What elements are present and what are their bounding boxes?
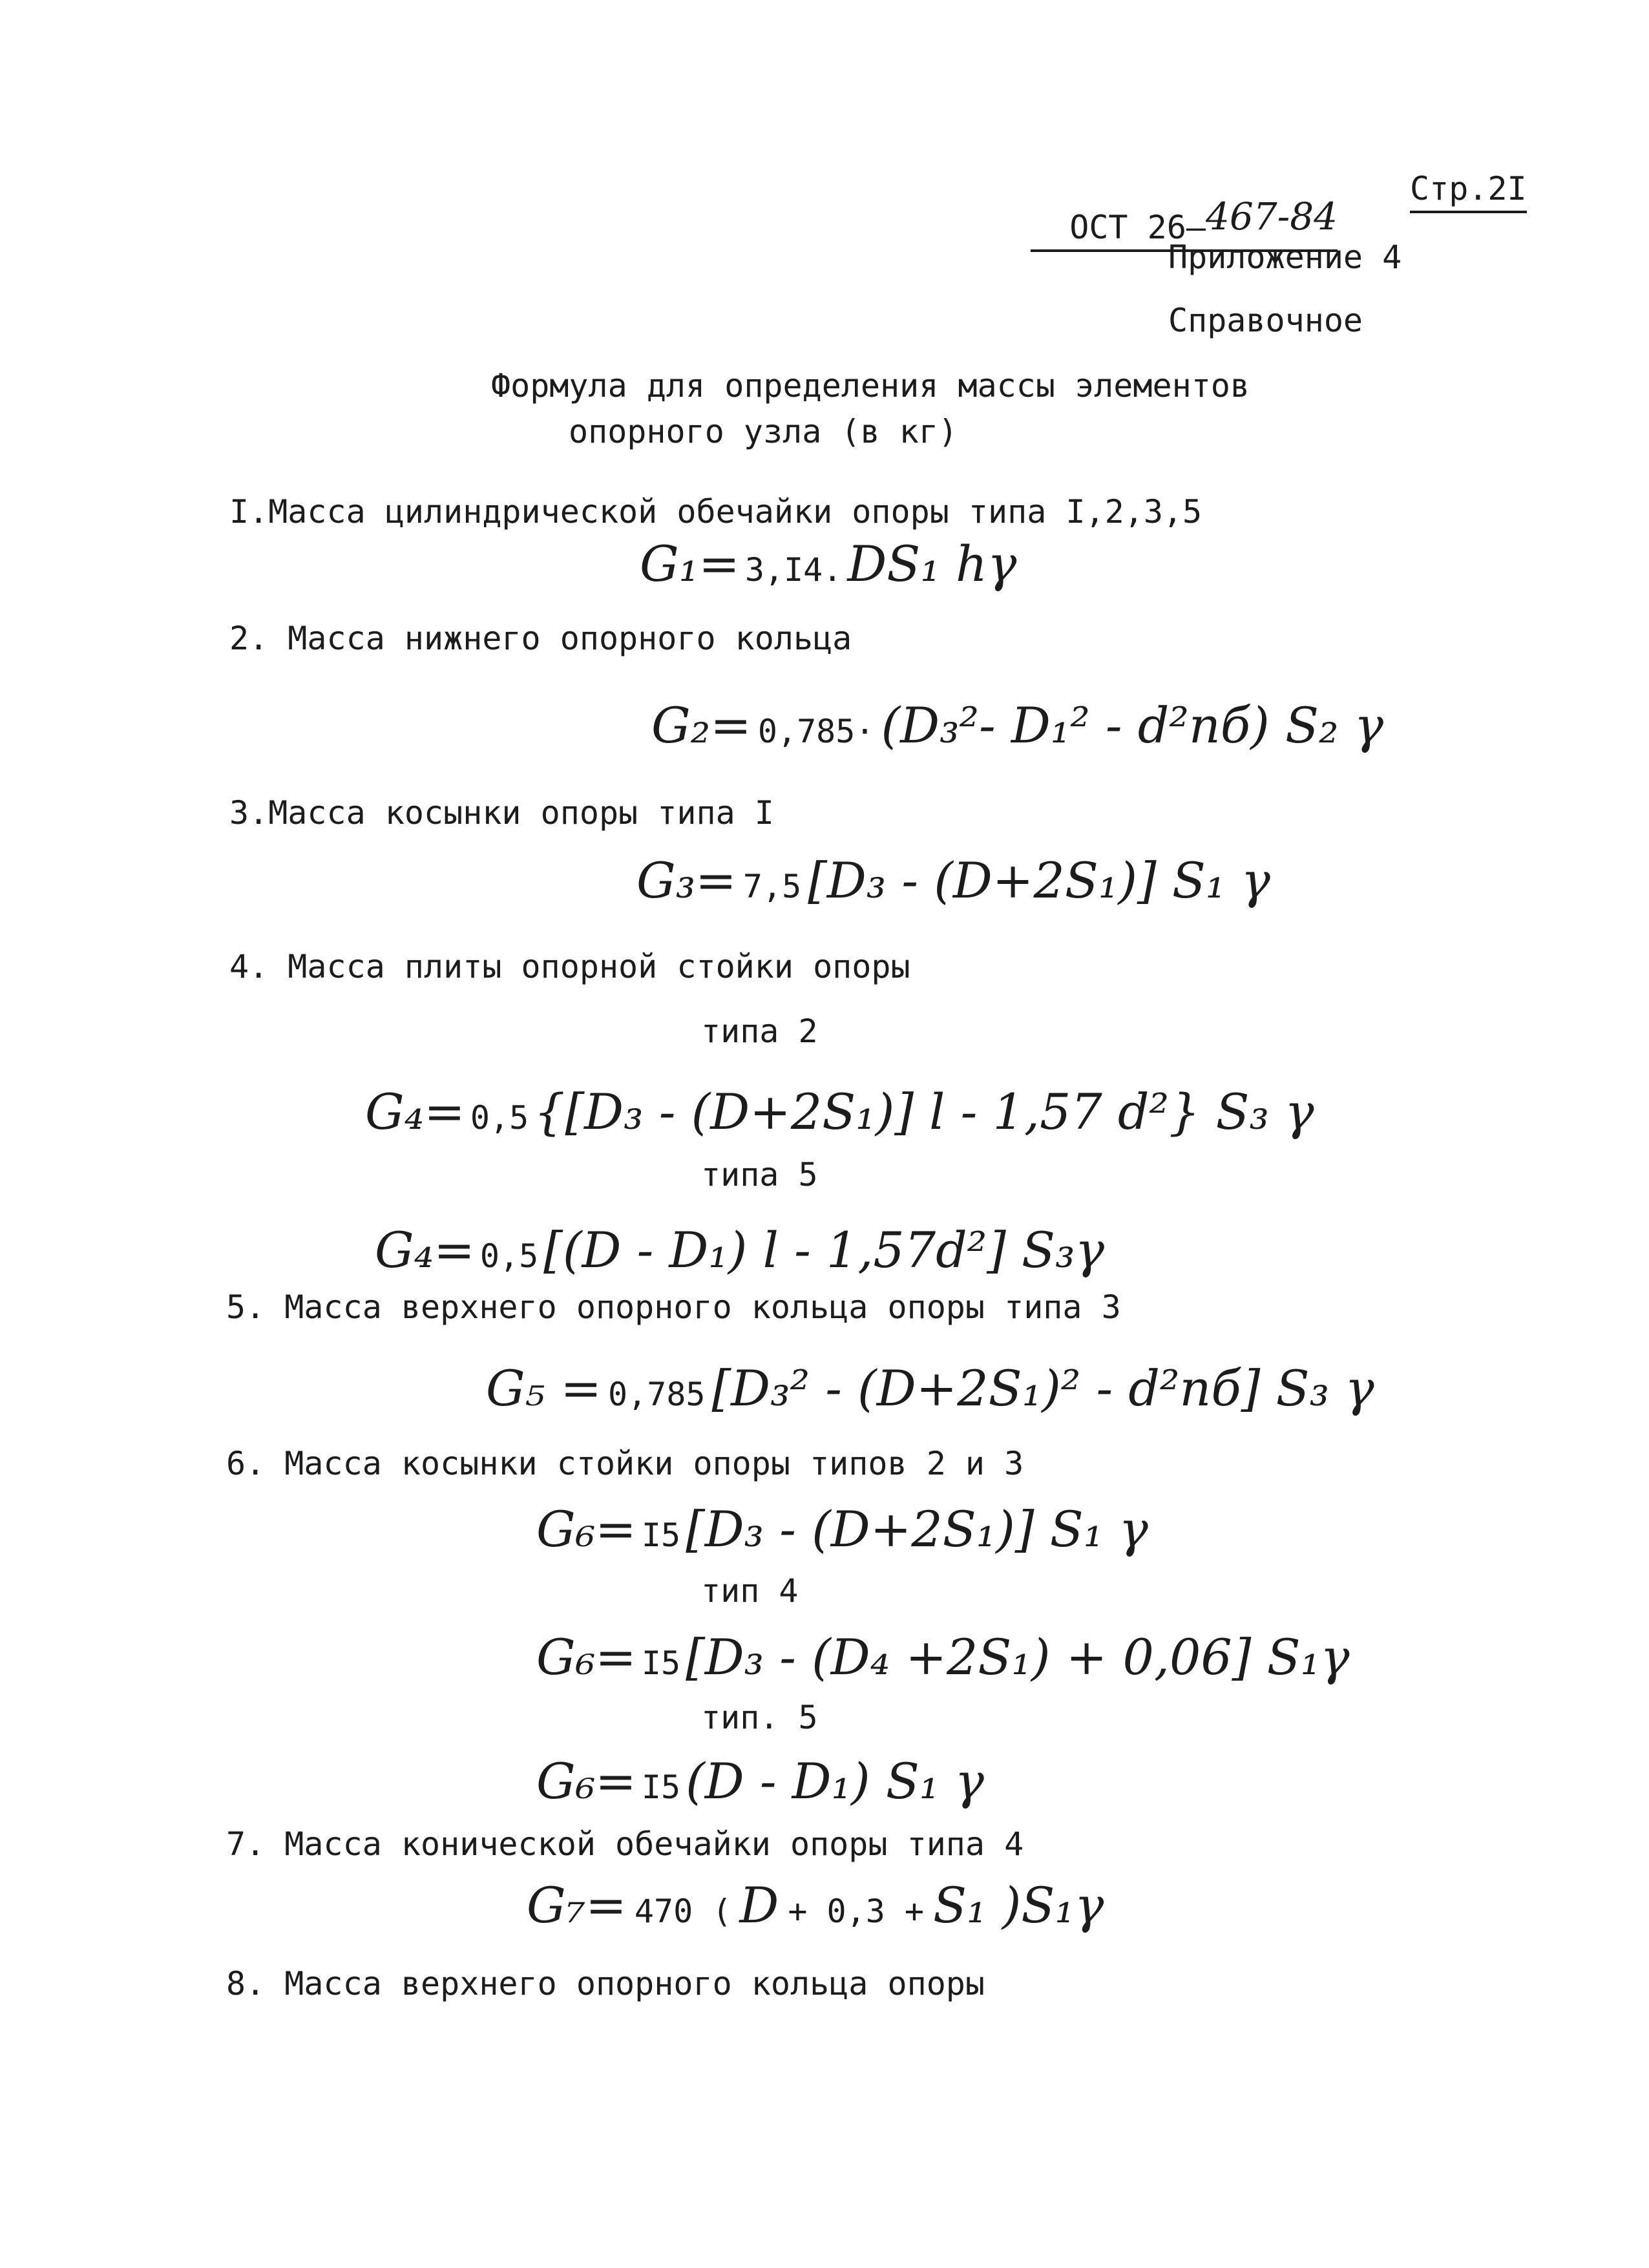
formula-g7-mid: + 0,3 + <box>788 1893 925 1930</box>
formula-g4-type2-coef: 0,5 <box>470 1099 529 1137</box>
formula-g4-type5-lhs: G₄= <box>375 1221 475 1279</box>
formula-g6-types23-lhs: G₆= <box>536 1500 636 1558</box>
formula-g2-lhs: G₂= <box>651 697 751 754</box>
reference-label: Справочное <box>1168 302 1363 339</box>
formula-g6-types23-rhs: [D₃ - (D+2S₁)] S₁ γ <box>686 1500 1148 1558</box>
formula-g6-types23-coef: I5 <box>641 1517 681 1554</box>
formula-g4-type2-rhs: {[D₃ - (D+2S₁)] l - 1,57 d²} S₃ γ <box>534 1083 1314 1140</box>
formula-g2 <box>651 697 1383 754</box>
item-6-heading: 6. Масса косынки стойки опоры типов 2 и 3 <box>226 1445 1024 1482</box>
formula-g7-tail: S₁ )S₁γ <box>933 1876 1104 1934</box>
formula-g6-type5-coef: I5 <box>641 1769 681 1806</box>
formula-g7 <box>527 1876 1104 1934</box>
formula-g4-type2-lhs: G₄= <box>365 1083 465 1140</box>
formula-g6-types23 <box>536 1500 1148 1558</box>
page-number: Стр.2I <box>1410 169 1527 213</box>
item-7-heading: 7. Масса конической обечайки опоры типа 4 <box>226 1825 1024 1863</box>
item-3-heading: 3.Масса косынки опоры типа I <box>229 794 774 832</box>
formula-g3-rhs: [D₃ - (D+2S₁)] S₁ γ <box>808 852 1270 909</box>
item-2-heading: 2. Масса нижнего опорного кольца <box>229 620 852 657</box>
formula-g3-lhs: G₃= <box>636 852 737 909</box>
formula-g1-rhs: DS₁ hγ <box>847 535 1017 593</box>
formula-g1-coef: 3,I4. <box>744 551 843 589</box>
doc-prefix: ОСТ 26– <box>1069 209 1206 246</box>
formula-g3-coef: 7,5 <box>742 868 802 905</box>
formula-g4-type5 <box>375 1221 1104 1279</box>
formula-g6-type5-rhs: (D - D₁) S₁ γ <box>686 1752 984 1810</box>
formula-g6-type4-lhs: G₆= <box>536 1628 636 1686</box>
formula-g5-rhs: [D₃² - (D+2S₁)² - d²nб] S₃ γ <box>711 1360 1374 1417</box>
formula-g2-coef: 0,785· <box>757 713 875 750</box>
formula-g1 <box>640 535 1016 593</box>
formula-g6-type4-coef: I5 <box>641 1644 681 1682</box>
formula-g4-type5-rhs: [(D - D₁) l - 1,57d²] S₃γ <box>543 1221 1105 1279</box>
formula-g4-type2 <box>365 1083 1314 1140</box>
item-6-subtype-a: тип 4 <box>701 1572 799 1610</box>
formula-g5 <box>486 1360 1374 1417</box>
formula-g7-lhs: G₇= <box>527 1876 627 1934</box>
formula-g3 <box>636 852 1270 909</box>
item-4-subtype-a: типа 2 <box>701 1013 818 1050</box>
formula-g1-lhs: G₁= <box>640 535 740 593</box>
formula-g6-type4-rhs: [D₃ - (D₄ +2S₁) + 0,06] S₁γ <box>686 1628 1350 1686</box>
item-1-heading: I.Масса цилиндрической обечайки опоры типа I,2,3,5 <box>229 493 1203 530</box>
item-5-heading: 5. Масса верхнего опорного кольца опоры типа 3 <box>226 1288 1121 1326</box>
formula-g7-coef: 470 ( <box>634 1893 732 1930</box>
formula-g4-type5-coef: 0,5 <box>479 1237 539 1275</box>
formula-g2-rhs: (D₃²- D₁² - d²nб) S₂ γ <box>881 697 1384 754</box>
title-line-2: опорного узла (в кг) <box>569 413 958 450</box>
title-line-1: Формула для определения массы элементов <box>491 367 1250 404</box>
appendix-label: Приложение 4 <box>1168 238 1402 276</box>
formula-g5-coef: 0,785 <box>608 1376 706 1413</box>
item-4-subtype-b: типа 5 <box>701 1156 818 1193</box>
item-4-heading: 4. Масса плиты опорной стойки опоры <box>229 948 910 985</box>
formula-g6-type5 <box>536 1752 984 1810</box>
formula-g7-var-d: D <box>739 1876 779 1934</box>
formula-g5-lhs: G₅ = <box>486 1360 602 1417</box>
formula-g6-type4 <box>536 1628 1350 1686</box>
item-6-subtype-b: тип. 5 <box>701 1699 818 1736</box>
formula-g6-type5-lhs: G₆= <box>536 1752 636 1810</box>
doc-number-handwritten: 467-84 <box>1205 194 1338 238</box>
item-8-heading: 8. Масса верхнего опорного кольца опоры <box>226 1965 985 2002</box>
